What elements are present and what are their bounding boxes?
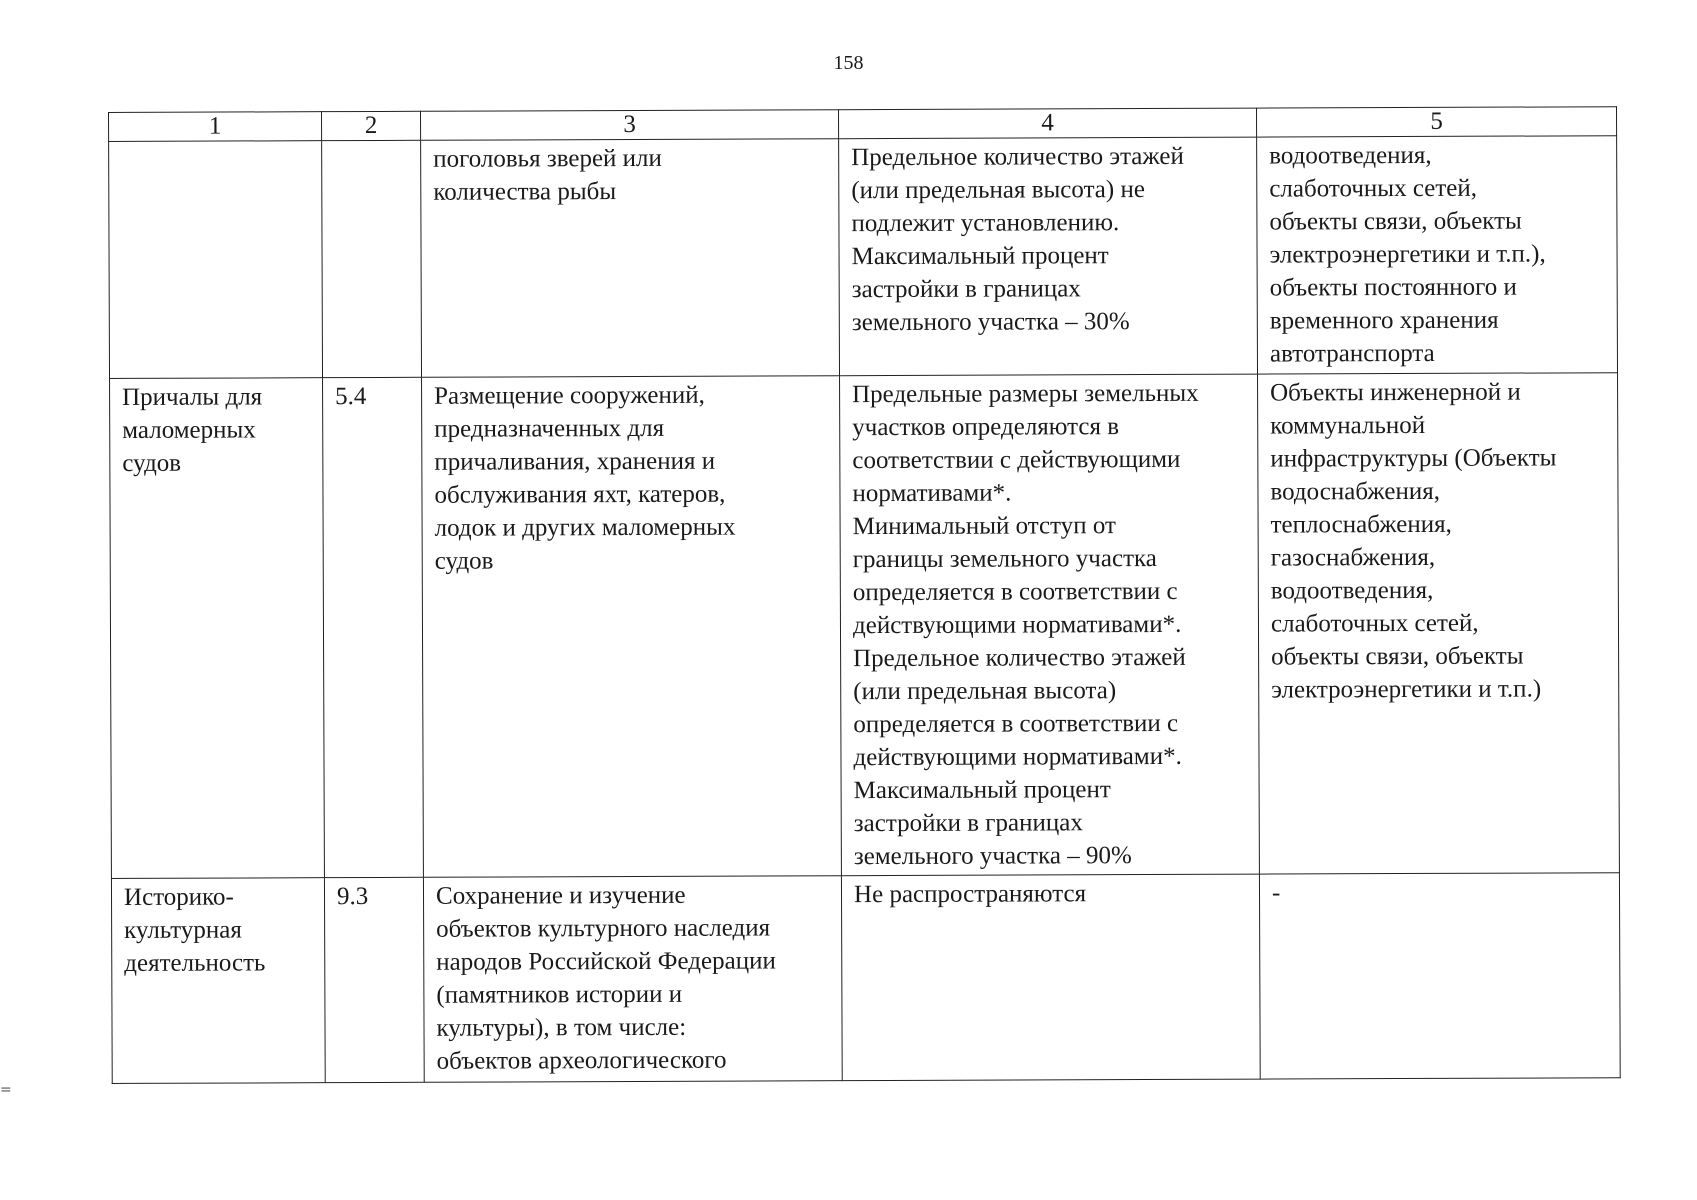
cell-description: поголовья зверей или количества рыбы [421,139,840,378]
table-row [110,373,1620,879]
cell-description: Размещение сооружений, предназначенных для причаливания, хранения и обслуживания яхт, катеров, лодок и других маломерных судов [422,376,842,878]
cell-parameters: Не распространяются [841,874,1260,1081]
column-header-3: 3 [420,110,838,141]
cell-parameters: Предельные размеры земельных участков определяются в соответствии с действующими нормативами*. Минимальный отступ от границы земельного участка определяется в соответствии с действующими нормативами*. Предельное количество этажей (или предельная высота) определяется в соответствии с действующими нормативами*. Максимальный процент застройки в границах земельного участка – 90% [840,374,1260,876]
column-header-2: 2 [322,111,421,140]
margin-mark: = [0,1082,12,1098]
land-use-table [108,106,1621,1084]
cell-code: 9.3 [324,877,424,1082]
cell-code: 5.4 [323,377,424,877]
cell-auxiliary-uses: Объекты инженерной и коммунальной инфраструктуры (Объекты водоснабжения, теплоснабжения, газоснабжения, водоотведения, слаботочных сетей, объекты связи, объекты электроэнергетики и т.п.) [1258,373,1620,874]
page-number: 158 [833,52,864,74]
cell-use-name: Историко- культурная деятельность [111,878,325,1084]
cell-auxiliary-uses: водоотведения, слаботочных сетей, объекты связи, объекты электроэнергетики и т.п.), объекты постоянного и временного хранения автотранспорта [1257,136,1618,374]
table-row [111,873,1620,1084]
column-header-4: 4 [838,108,1256,139]
column-header-1: 1 [109,112,322,142]
table-row [109,136,1618,379]
cell-use-name [109,141,323,379]
cell-description: Сохранение и изучение объектов культурного наследия народов Российской Федерации (памятников истории и культуры), в том числе: объектов археологического [423,876,842,1083]
cell-code [322,140,422,377]
cell-auxiliary-uses: - [1259,873,1620,1079]
cell-parameters: Предельное количество этажей (или предельная высота) не подлежит установлению. Максимальный процент застройки в границах земельного участка – 30% [839,137,1258,376]
column-header-5: 5 [1256,107,1616,137]
cell-use-name: Причалы для маломерных судов [110,378,325,879]
